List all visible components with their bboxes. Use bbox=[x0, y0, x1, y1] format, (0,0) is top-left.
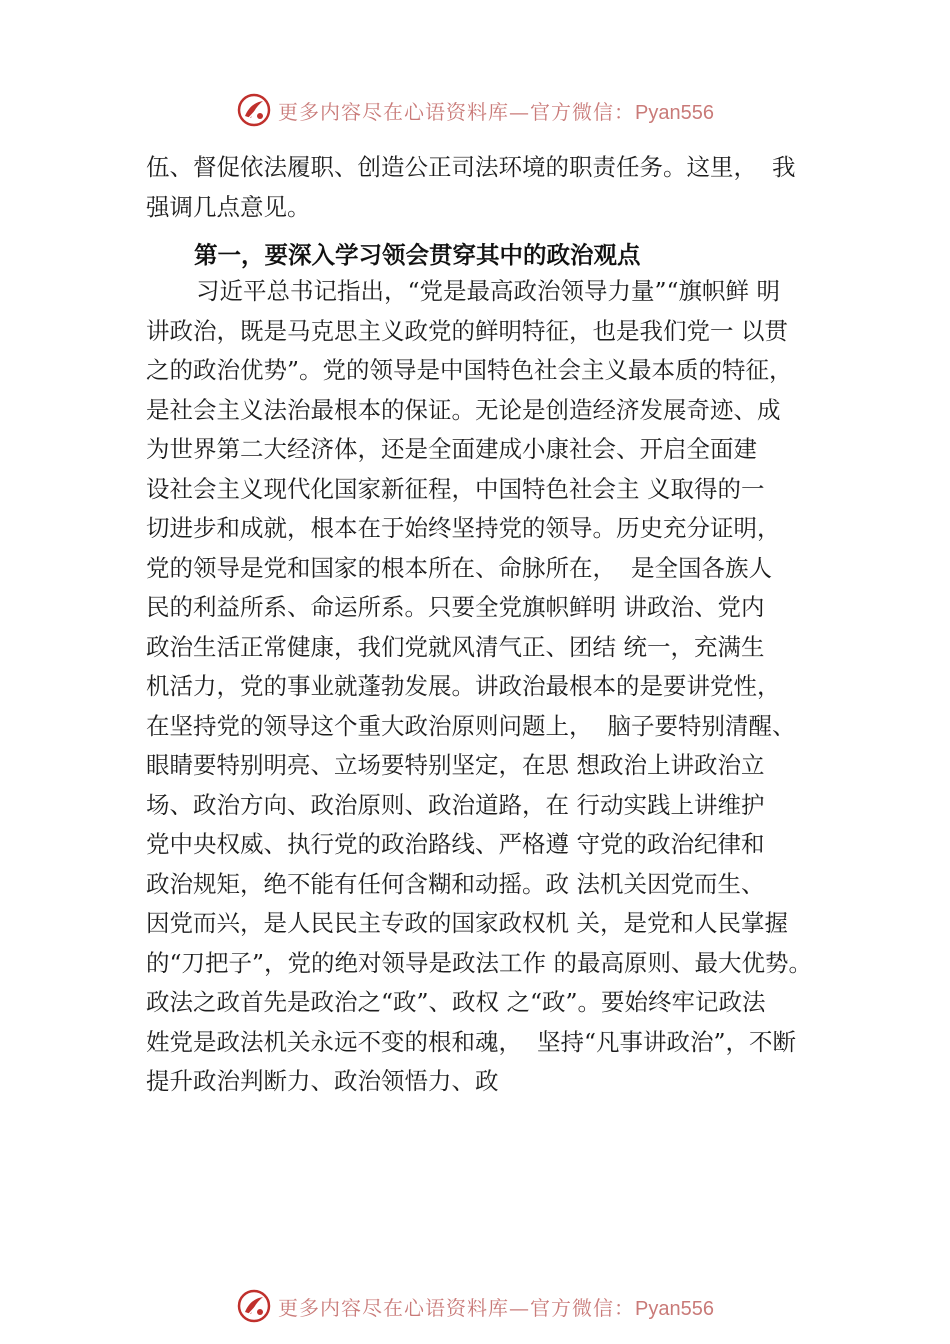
body-line: 场、政治方向、政治原则、政治道路，在 行动实践上讲维护 bbox=[146, 791, 765, 819]
body-line: 设社会主义现代化国家新征程，中国特色社会主 义取得的一 bbox=[146, 475, 765, 503]
watermark-handle: Pyan556 bbox=[635, 101, 714, 124]
watermark-main: 更多内容尽在心语资料库 bbox=[278, 1295, 510, 1320]
watermark-text bbox=[278, 1292, 714, 1321]
watermark-handle: Pyan556 bbox=[635, 1297, 714, 1320]
body-line: 之的政治优势”。党的领导是中国特色社会主义最本质的特征， bbox=[146, 356, 793, 384]
body-line: 姓党是政法机关永远不变的根和魂， 坚持“凡事讲政治”，不断 bbox=[146, 1028, 796, 1056]
body-line: 讲政治，既是马克思主义政党的鲜明特征，也是我们党一 以贯 bbox=[146, 317, 788, 345]
body-line: 机活力，党的事业就蓬勃发展。讲政治最根本的是要讲党性， bbox=[146, 672, 781, 700]
body-line: 眼睛要特别明亮、立场要特别坚定，在思 想政治上讲政治立 bbox=[146, 751, 765, 779]
watermark-main: 更多内容尽在心语资料库 bbox=[278, 99, 510, 124]
watermark-dash: — bbox=[509, 99, 531, 124]
body-line: 政治规矩，绝不能有任何含糊和动摇。政 法机关因党而生、 bbox=[146, 870, 765, 898]
body-line: 习近平总书记指出，“党是最高政治领导力量”“旗帜鲜 明 bbox=[196, 277, 781, 305]
body-line: 为世界第二大经济体，还是全面建成小康社会、开启全面建 bbox=[146, 435, 757, 463]
body-line: 党中央权威、执行党的政治路线、严格遵 守党的政治纪律和 bbox=[146, 830, 765, 858]
body-line: 的“刀把子”，党的绝对领导是政法工作 的最高原则、最大优势。 bbox=[146, 949, 812, 977]
body-line: 是社会主义法治最根本的保证。无论是创造经济发展奇迹、成 bbox=[146, 396, 781, 424]
body-line: 在坚持党的领导这个重大政治原则问题上， 脑子要特别清醒、 bbox=[146, 712, 796, 740]
body-line: 政治生活正常健康，我们党就风清气正、团结 统一，充满生 bbox=[146, 633, 765, 661]
body-line: 政法之政首先是政治之“政”、政权 之“政”。要始终牢记政法 bbox=[146, 988, 766, 1016]
body-line: 强调几点意见。 bbox=[146, 193, 311, 221]
footer-watermark bbox=[0, 1288, 950, 1324]
brand-logo-icon bbox=[236, 1288, 272, 1324]
body-line: 提升政治判断力、政治领悟力、政 bbox=[146, 1067, 499, 1095]
watermark-label: 官方微信： bbox=[530, 99, 636, 124]
section-heading: 第一，要深入学习领会贯穿其中的政治观点 bbox=[194, 241, 641, 269]
body-line: 民的利益所系、命运所系。只要全党旗帜鲜明 讲政治、党内 bbox=[146, 593, 765, 621]
watermark-label: 官方微信： bbox=[530, 1295, 636, 1320]
body-line: 伍、督促依法履职、创造公正司法环境的职责任务。这里， 我 bbox=[146, 153, 796, 181]
body-line: 党的领导是党和国家的根本所在、命脉所在， 是全国各族人 bbox=[146, 554, 772, 582]
watermark-dash: — bbox=[509, 1295, 531, 1320]
body-line: 因党而兴，是人民民主专政的国家政权机 关，是党和人民掌握 bbox=[146, 909, 788, 937]
body-line: 切进步和成就，根本在于始终坚持党的领导。历史充分证明， bbox=[146, 514, 781, 542]
